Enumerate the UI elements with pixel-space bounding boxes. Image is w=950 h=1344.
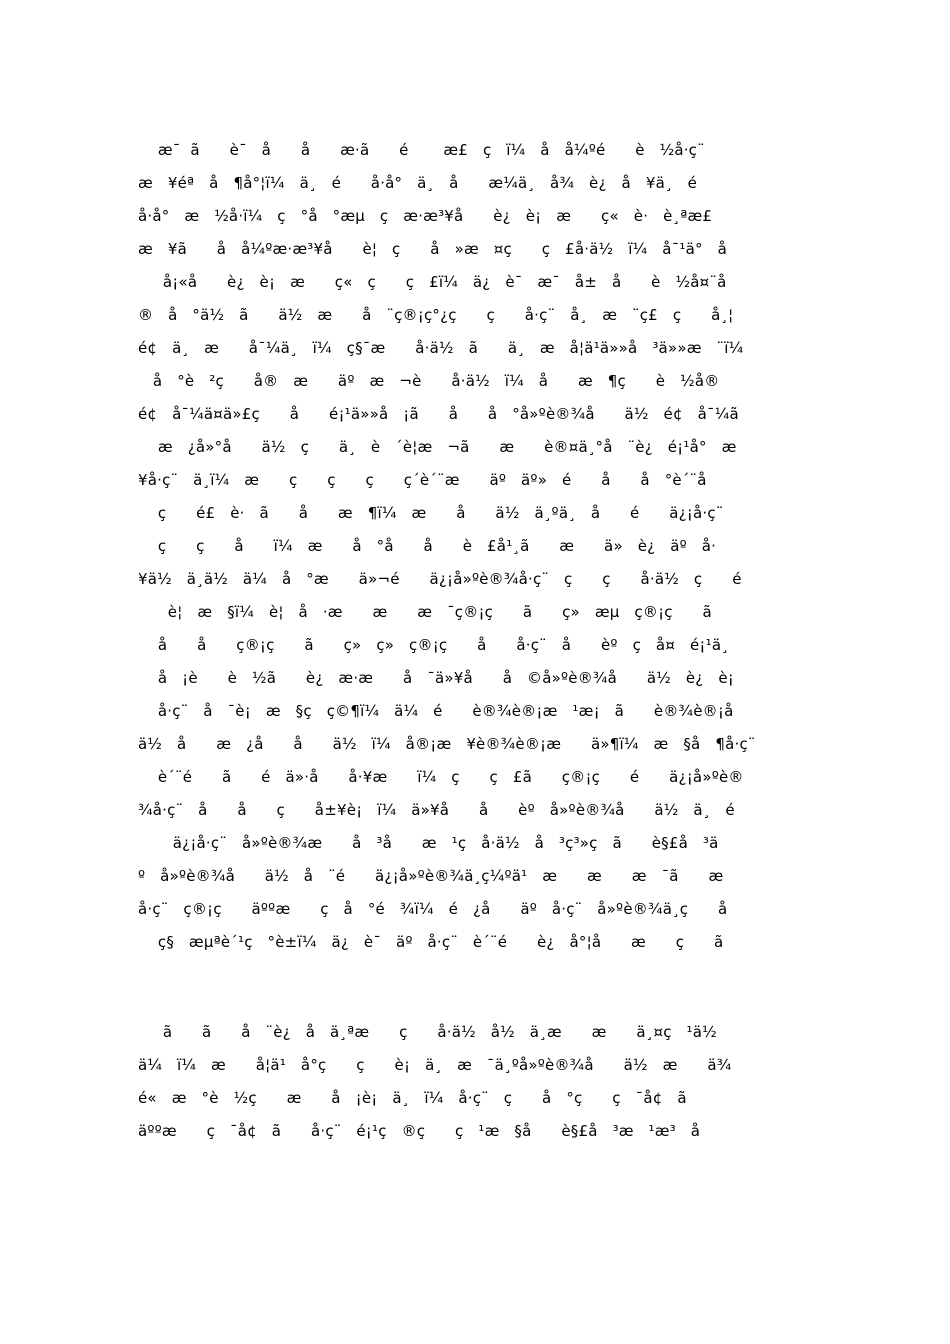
paragraph-line: é« æ °è ½ç æ å ¡è¡ ä¸ ï¼ å·ç¨ ç å °ç ç ¯å¢ ã (138, 1089, 687, 1107)
paragraph-line: º å»ºè®¾å ä½ å ¨é ä¿¡å»ºè®¾ä¸ç¼ºä¹ æ æ æ ¯ã æ (138, 867, 724, 885)
paragraph-line: ä¿¡å·ç¨ å»ºè®¾æ å ³å æ ¹ç å·ä½ å ³ç³»ç ã è§£å ³ä (138, 834, 719, 852)
paragraph-line: ç§ æµªè´¹ç °è±ï¼ ä¿ è¯ äº å·ç¨ è´¨é è¿ å°¦å æ ç ã (138, 933, 724, 951)
paragraph-line: å·ç¨ å ¯è¡ æ §ç ç©¶ï¼ ä¼ é è®¾è®¡æ ¹æ¡ ã è®¾è®¡å (138, 702, 734, 720)
paragraph-line: äººæ ç ¯å¢ ã å·ç¨ é¡¹ç ®ç ç ¹æ §å è§£å ³æ ¹æ³ å (138, 1122, 701, 1140)
paragraph-line: é¢ ä¸ æ å¯¼ä¸ ï¼ ç§¯æ å·ä½ ã ä¸ æ å¦ä¹ä»»å ³ä»»æ ¨ï¼ (138, 339, 744, 357)
paragraph-line: æ¯ ã è¯ å å æ·ã é æ£ ç ï¼ å å¼ºé è ½å·ç¨ (138, 141, 705, 159)
paragraph-line: å å ç®¡ç ã ç» ç» ç®¡ç å å·ç¨ å èº ç å¤ é¡¹ä¸ (138, 636, 729, 654)
paragraph-line: æ ¥éª å ¶å°¦ï¼ ä¸ é å·å° ä¸ å æ¼ä¸ å¾ è¿ å ¥ä¸ é (138, 174, 698, 192)
paragraph-line: å ¡è è ½ã è¿ æ·æ å ¯ä»¥å å ©å»ºè®¾å ä½ è¿ è¡ (138, 669, 734, 687)
paragraph-line: ã ã å ¨è¿ å ä¸ªæ ç å·ä½ å½ ä¸æ æ ä¸¤ç ¹ä½ (138, 1023, 717, 1041)
paragraph-line: æ ¿å»°å ä½ ç ä¸ è ´è¦æ ¬ã æ è®¤ä¸°å ¨è¿ é¡¹å° æ (138, 438, 737, 456)
paragraph-line: ¥ä½ ä¸ä½ ä¼ å °æ ä»¬é ä¿¡å»ºè®¾å·ç¨ ç ç å·ä½ ç é (138, 570, 742, 588)
paragraph-line: ® å °ä½ ã ä½ æ å ¨ç®¡ç°¿ç ç å·ç¨ å¸ æ ¨ç£ ç å¸¦ (138, 306, 734, 324)
paragraph-line: ä½ å æ ¿å å ä½ ï¼ å®¡æ ¥è®¾è®¡æ ä»¶ï¼ æ §å ¶å·ç¨ (138, 735, 756, 753)
paragraph-line: å·ç¨ ç®¡ç äººæ ç å °é ¾ï¼ é ¿å äº å·ç¨ å»ºè®¾ä¸ç å (138, 900, 728, 918)
paragraph-line: ç ç å ï¼ æ å °å å è £å¹¸ã æ ä» è¿ äº å· (138, 537, 717, 555)
paragraph-line: ä¼ ï¼ æ å¦ä¹ å°ç ç è¡ ä¸ æ ¯ä¸ºå»ºè®¾å ä½ æ ä¾ (138, 1056, 732, 1074)
paragraph-line: å·å° æ ½å·ï¼ ç °å °æµ ç æ·æ³¥å è¿ è¡ æ ç« è· è¸ªæ£ (138, 207, 713, 225)
paragraph-line: å¡«å è¿ è¡ æ ç« ç ç £ï¼ ä¿ è¯ æ¯ å± å è ½å¤¨å (138, 273, 727, 291)
paragraph-line: é¢ å¯¼ä¤ä»£ç å é¡¹ä»»å ¡ã å å °å»ºè®¾å ä½ é¢ å¯¼ã (138, 405, 739, 423)
paragraph-line: ¥å·ç¨ ä¸ï¼ æ ç ç ç ç´è´¨æ äº äº» é å å °è´¨å (138, 471, 707, 489)
paragraph-line: ¾å·ç¨ å å ç å±¥è¡ ï¼ ä»¥å å èº å»ºè®¾å ä½ ä¸ é (138, 801, 735, 819)
paragraph-line: å °è ²ç å® æ äº æ ¬è å·ä½ ï¼ å æ ¶ç è ½å® (138, 372, 720, 390)
paragraph-line: ç é£ è· ã å æ ¶ï¼ æ å ä½ ä¸ºä¸ å é ä¿¡å·ç¨ (138, 504, 724, 522)
paragraph-line: è´¨é ã é ä»·å å·¥æ ï¼ ç ç £ã ç®¡ç é ä¿¡å»ºè® (138, 768, 744, 786)
paragraph-line: æ ¥ã å å¼ºæ·æ³¥å è¦ ç å »æ ¤ç ç £å·ä½ ï¼ å¯¹ä° å (138, 240, 727, 258)
paragraph-line: è¦ æ §ï¼ è¦ å ·æ æ æ ¯ç®¡ç ã ç» æµ ç®¡ç ã (138, 603, 712, 621)
